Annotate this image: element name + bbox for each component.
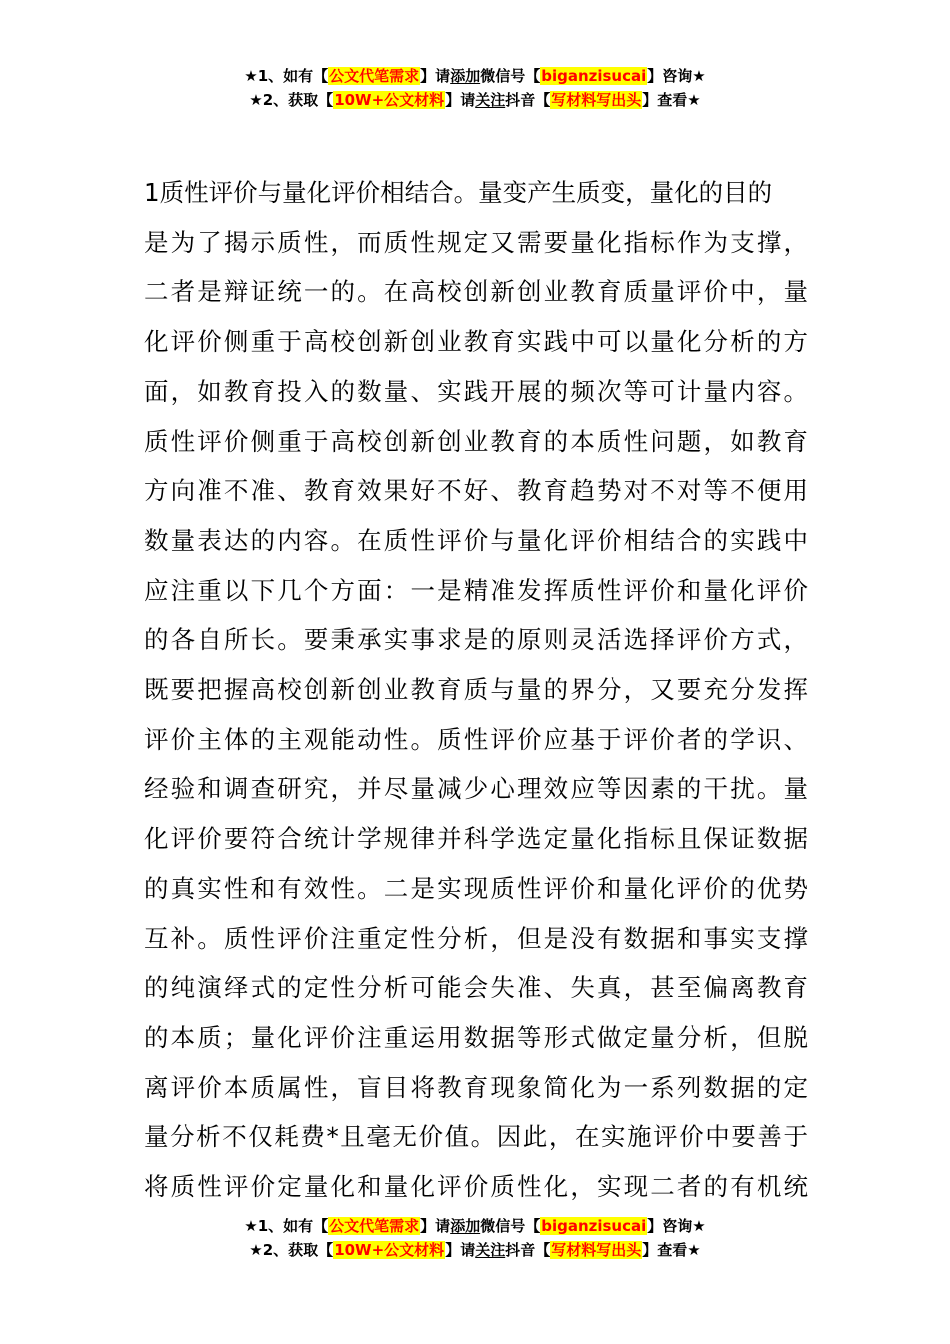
banner-text: 】请 xyxy=(445,91,476,109)
banner-line-1 xyxy=(0,1214,950,1238)
banner-text: ★1、如有【 xyxy=(244,67,329,85)
highlight-materials: 10W+公文材料 xyxy=(334,1241,445,1259)
text-line: 经验和调查研究，并尽量减少心理效应等因素的干扰。量 xyxy=(144,774,808,804)
text-line: 化评价侧重于高校创新创业教育实践中可以量化分析的方 xyxy=(144,327,808,357)
banner-text: 抖音【 xyxy=(505,91,551,109)
text-line: 是为了揭示质性，而质性规定又需要量化指标作为支撑， xyxy=(144,227,808,257)
text-line: 既要把握高校创新创业教育质与量的界分，又要充分发挥 xyxy=(144,675,808,705)
banner-text: ★1、如有【 xyxy=(244,1217,329,1235)
banner-line-1 xyxy=(0,64,950,88)
text-line: 评价主体的主观能动性。质性评价应基于评价者的学识、 xyxy=(144,724,808,754)
banner-text-underlined: 关注 xyxy=(475,1241,506,1259)
banner-text: 】请 xyxy=(420,1217,451,1235)
text-line: 的各自所长。要秉承实事求是的原则灵活选择评价方式， xyxy=(144,625,808,655)
text-line: 将质性评价定量化和量化评价质性化，实现二者的有机统 xyxy=(144,1172,808,1202)
banner-text: ★2、获取【 xyxy=(249,91,334,109)
banner-text: 】查看★ xyxy=(642,91,701,109)
text-line: 化评价要符合统计学规律并科学选定量化指标且保证数据 xyxy=(144,824,808,854)
text-line: 互补。质性评价注重定性分析，但是没有数据和事实支撑 xyxy=(144,923,808,953)
header-banner xyxy=(0,64,950,112)
text-line: 离评价本质属性，盲目将教育现象简化为一系列数据的定 xyxy=(144,1072,808,1102)
banner-text: 微信号【 xyxy=(480,67,541,85)
highlight-materials: 10W+公文材料 xyxy=(334,91,445,109)
text-line: 质性评价侧重于高校创新创业教育的本质性问题，如教育 xyxy=(144,426,808,456)
banner-line-2 xyxy=(0,88,950,112)
text-line: 方向准不准、教育效果好不好、教育趋势对不对等不便用 xyxy=(144,476,808,506)
banner-text: 抖音【 xyxy=(505,1241,551,1259)
banner-line-2 xyxy=(0,1238,950,1262)
banner-text: 】请 xyxy=(445,1241,476,1259)
banner-text-underlined: 关注 xyxy=(475,91,506,109)
text-line: 量分析不仅耗费*且毫无价值。因此，在实施评价中要善于 xyxy=(144,1122,808,1152)
text-line: 的本质；量化评价注重运用数据等形式做定量分析，但脱 xyxy=(144,1022,808,1052)
highlight-wechat-id: biganzisucai xyxy=(541,1217,647,1235)
banner-text: 】咨询★ xyxy=(647,1217,706,1235)
text-line: 应注重以下几个方面：一是精准发挥质性评价和量化评价 xyxy=(144,575,808,605)
highlight-service: 公文代笔需求 xyxy=(329,1217,420,1235)
highlight-douyin-account: 写材料写出头 xyxy=(551,91,642,109)
text-line: 面，如教育投入的数量、实践开展的频次等可计量内容。 xyxy=(144,376,808,406)
highlight-douyin-account: 写材料写出头 xyxy=(551,1241,642,1259)
banner-text: 】查看★ xyxy=(642,1241,701,1259)
banner-text-underlined: 添加 xyxy=(450,1217,481,1235)
text-line: 1质性评价与量化评价相结合。量变产生质变，量化的目的 xyxy=(144,178,773,207)
banner-text: 微信号【 xyxy=(480,1217,541,1235)
text-line: 的真实性和有效性。二是实现质性评价和量化评价的优势 xyxy=(144,873,808,903)
text-line: 二者是辩证统一的。在高校创新创业教育质量评价中，量 xyxy=(144,277,808,307)
banner-text: 】请 xyxy=(420,67,451,85)
footer-banner xyxy=(0,1214,950,1262)
banner-text-underlined: 添加 xyxy=(450,67,481,85)
body-paragraph xyxy=(144,168,808,1212)
text-line: 数量表达的内容。在质性评价与量化评价相结合的实践中 xyxy=(144,525,808,555)
highlight-wechat-id: biganzisucai xyxy=(541,67,647,85)
banner-text: 】咨询★ xyxy=(647,67,706,85)
text-line: 的纯演绎式的定性分析可能会失准、失真，甚至偏离教育 xyxy=(144,973,808,1003)
banner-text: ★2、获取【 xyxy=(249,1241,334,1259)
highlight-service: 公文代笔需求 xyxy=(329,67,420,85)
